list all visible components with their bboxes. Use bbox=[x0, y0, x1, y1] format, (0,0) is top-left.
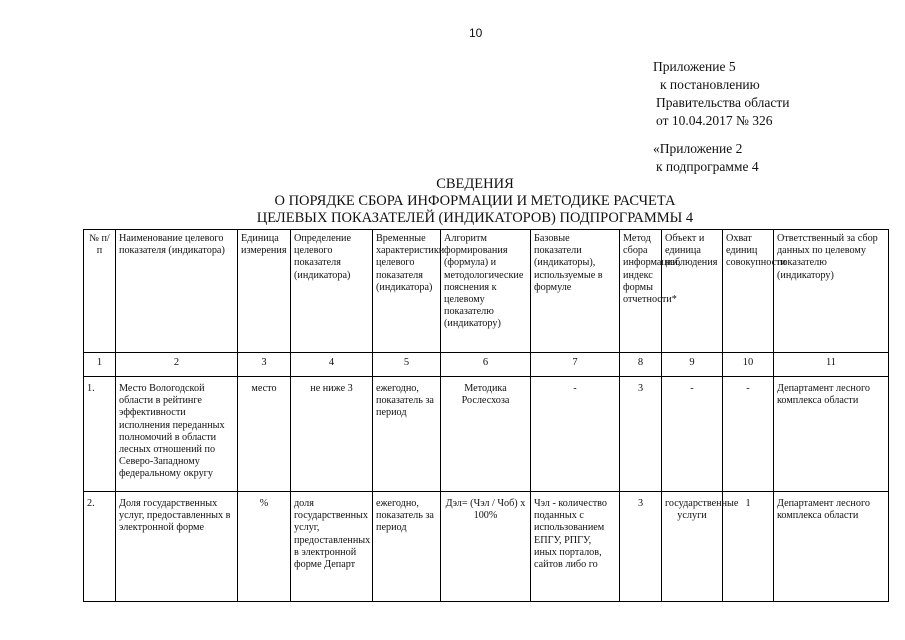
indicators-table bbox=[83, 229, 889, 602]
title-line-3: ЦЕЛЕВЫХ ПОКАЗАТЕЛЕЙ (ИНДИКАТОРОВ) ПОДПРОГРАММЫ 4 bbox=[256, 210, 694, 226]
indicator-name: Доля государственных услуг, предоставленных в электронной форме bbox=[116, 492, 238, 602]
unit-cell: % bbox=[238, 492, 291, 602]
header-cell: Наименование целевого показателя (индикатора) bbox=[116, 230, 238, 353]
indicator-name: Место Вологодской области в рейтинге эффективности исполнения переданных полномочий в области лесных отношений по Северо-Западному федеральному округу bbox=[116, 377, 238, 492]
title-line-1: СВЕДЕНИЯ bbox=[436, 176, 514, 192]
column-number: 5 bbox=[373, 353, 441, 377]
base-cell: Чэл - количество поданных с использованием ЕПГУ, РПГУ, иных порталов, сайтов либо го bbox=[531, 492, 620, 602]
table-header-row bbox=[84, 230, 889, 353]
appendix-line: к постановлению bbox=[660, 77, 760, 92]
header-cell: Объект и единица наблюдения bbox=[662, 230, 723, 353]
time-cell: ежегодно, показатель за период bbox=[373, 377, 441, 492]
header-cell: Охват единиц совокупности bbox=[723, 230, 774, 353]
object-cell: - bbox=[662, 377, 723, 492]
header-cell: № п/п bbox=[84, 230, 116, 353]
page-number: 10 bbox=[469, 26, 483, 40]
table-row bbox=[84, 492, 889, 602]
header-cell: Базовые показатели (индикаторы), используемые в формуле bbox=[531, 230, 620, 353]
row-number: 1. bbox=[84, 377, 116, 492]
title-line-2: О ПОРЯДКЕ СБОРА ИНФОРМАЦИИ И МЕТОДИКЕ РАСЧЕТА bbox=[274, 193, 676, 209]
column-number: 11 bbox=[774, 353, 889, 377]
column-number: 6 bbox=[441, 353, 531, 377]
column-number-row bbox=[84, 353, 889, 377]
header-cell: Определение целевого показателя (индикатора) bbox=[291, 230, 373, 353]
method-cell: 3 bbox=[620, 377, 662, 492]
appendix-sub bbox=[653, 140, 759, 176]
appendix-sub-line: к подпрограмме 4 bbox=[656, 159, 759, 174]
header-cell: Временные характеристики целевого показателя (индикатора) bbox=[373, 230, 441, 353]
object-cell: государственные услуги bbox=[662, 492, 723, 602]
column-number: 2 bbox=[116, 353, 238, 377]
column-number: 3 bbox=[238, 353, 291, 377]
column-number: 9 bbox=[662, 353, 723, 377]
unit-cell: место bbox=[238, 377, 291, 492]
appendix-line: от 10.04.2017 № 326 bbox=[656, 113, 773, 128]
header-cell: Ответственный за сбор данных по целевому показателю (индикатору) bbox=[774, 230, 889, 353]
table-row bbox=[84, 377, 889, 492]
coverage-cell: - bbox=[723, 377, 774, 492]
algorithm-cell: Дэл= (Чэл / Чоб) х 100% bbox=[441, 492, 531, 602]
appendix-line: Правительства области bbox=[656, 95, 790, 110]
header-cell: Алгоритм формирования (формула) и методологические пояснения к целевому показателю (индикатору) bbox=[441, 230, 531, 353]
definition-cell: не ниже 3 bbox=[291, 377, 373, 492]
column-number: 8 bbox=[620, 353, 662, 377]
document-title bbox=[190, 176, 760, 227]
column-number: 4 bbox=[291, 353, 373, 377]
appendix-line: Приложение 5 bbox=[653, 59, 736, 74]
column-number: 10 bbox=[723, 353, 774, 377]
responsible-cell: Департамент лесного комплекса области bbox=[774, 492, 889, 602]
coverage-cell: 1 bbox=[723, 492, 774, 602]
appendix-sub-line: «Приложение 2 bbox=[653, 141, 743, 156]
row-number: 2. bbox=[84, 492, 116, 602]
responsible-cell: Департамент лесного комплекса области bbox=[774, 377, 889, 492]
header-cell: Метод сбора информации, индекс формы отчетности* bbox=[620, 230, 662, 353]
definition-cell: доля государственных услуг, предоставленных в электронной форме Департ bbox=[291, 492, 373, 602]
time-cell: ежегодно, показатель за период bbox=[373, 492, 441, 602]
algorithm-cell: Методика Рослесхоза bbox=[441, 377, 531, 492]
column-number: 7 bbox=[531, 353, 620, 377]
method-cell: 3 bbox=[620, 492, 662, 602]
header-cell: Единица измерения bbox=[238, 230, 291, 353]
base-cell: - bbox=[531, 377, 620, 492]
column-number: 1 bbox=[84, 353, 116, 377]
appendix-header bbox=[653, 58, 789, 130]
